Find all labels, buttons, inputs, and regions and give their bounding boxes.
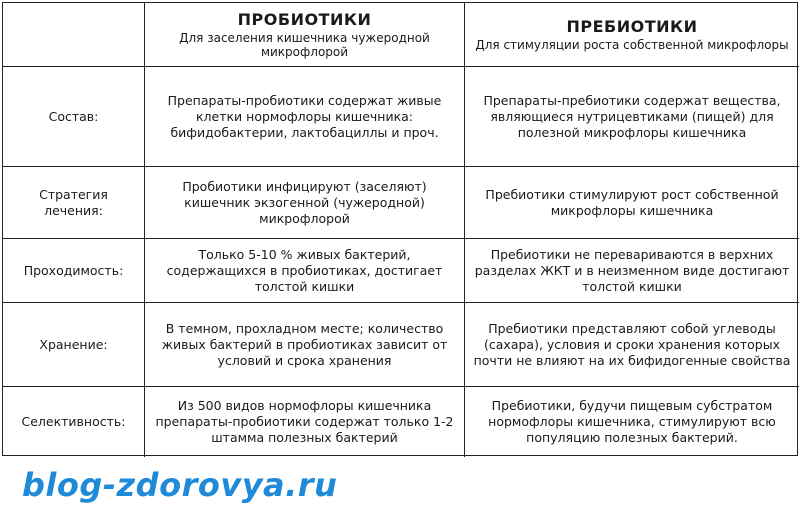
header-probiotics-subtitle: Для заселения кишечника чужеродной микрофлорой — [179, 30, 430, 59]
header-probiotics — [145, 3, 465, 67]
row-label-composition: Состав: — [3, 67, 145, 167]
prebiotics-storage: Пребиотики представляют собой углеводы (сахара), условия и сроки хранения которых почти не влияют на их бифидогенные свойства — [465, 303, 799, 387]
row-label-storage: Хранение: — [3, 303, 145, 387]
header-prebiotics-title: ПРЕБИОТИКИ — [566, 16, 698, 36]
comparison-table — [2, 2, 798, 456]
row-label-strategy: Стратегия лечения: — [3, 167, 145, 239]
prebiotics-selectivity: Пребиотики, будучи пищевым субстратом нормофлоры кишечника, стимулируют всю популяцию полезных бактерий. — [488, 398, 776, 445]
probiotics-passability: Только 5-10 % живых бактерий, содержащихся в пробиотиках, достигает толстой кишки — [145, 239, 465, 303]
header-empty-cell — [3, 3, 145, 67]
row-label-selectivity: Селективность: — [3, 387, 145, 457]
probiotics-composition: Препараты-пробиотики содержат живые клетки нормофлоры кишечника: бифидобактерии, лактобациллы и проч. — [145, 67, 465, 167]
header-probiotics-title: ПРОБИОТИКИ — [237, 9, 372, 29]
prebiotics-passability: Пребиотики не перевариваются в верхних разделах ЖКТ и в неизменном виде достигают толстой кишки — [465, 239, 799, 303]
prebiotics-composition: Препараты-пребиотики содержат вещества, являющиеся нутрицевтиками (пищей) для полезной микрофлоры кишечника — [465, 67, 799, 167]
probiotics-selectivity: Из 500 видов нормофлоры кишечника препараты-пробиотики содержат только 1-2 штамма полезных бактерий — [145, 387, 465, 457]
row-label-passability: Проходимость: — [3, 239, 145, 303]
prebiotics-strategy: Пребиотики стимулируют рост собственной микрофлоры кишечника — [465, 167, 799, 239]
probiotics-storage: В темном, прохладном месте; количество живых бактерий в пробиотиках зависит от условий и срока хранения — [145, 303, 465, 387]
header-prebiotics — [465, 3, 799, 67]
probiotics-strategy: Пробиотики инфицируют (заселяют) кишечник экзогенной (чужеродной) микрофлорой — [145, 167, 465, 239]
header-prebiotics-subtitle: Для стимуляции роста собственной микрофлоры — [475, 37, 789, 52]
site-watermark: blog-zdorovya.ru — [22, 466, 338, 504]
